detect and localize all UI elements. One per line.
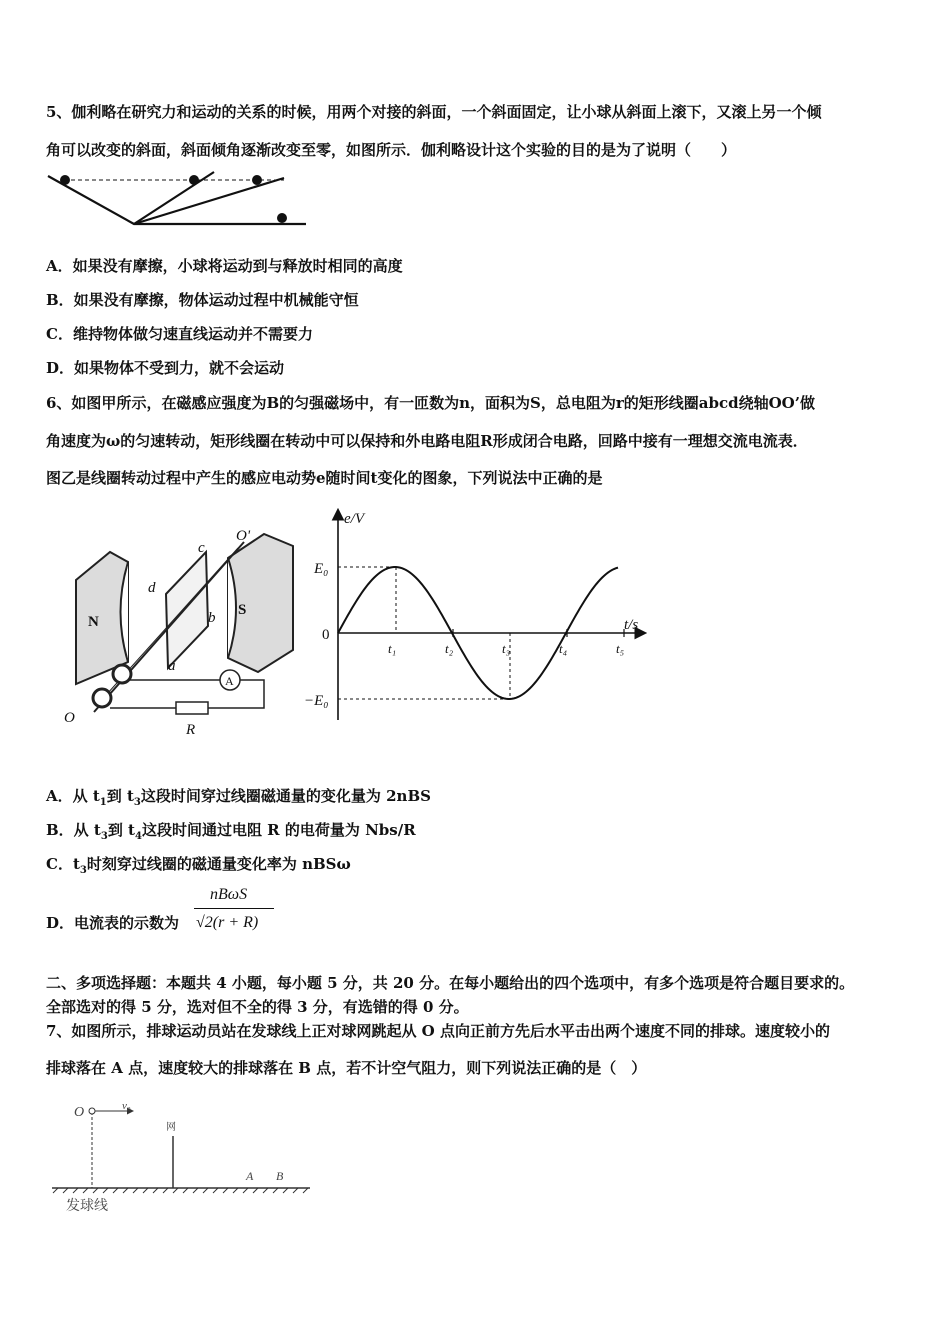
q6-option-a: A．从 $t_1$到 $t_3$这段时间穿过线圈磁通量的变化量为 2nBS bbox=[46, 787, 431, 808]
q6-generator-figure bbox=[58, 522, 308, 742]
q6-label-n: N bbox=[88, 614, 99, 630]
q6-text-line1: 6、如图甲所示，在磁感应强度为B的匀强磁场中，有一匝数为n，面积为S，总电阻为r的矩形线圈abcd绕轴OO’做 bbox=[46, 394, 815, 412]
q7-volleyball-figure bbox=[50, 1094, 320, 1224]
q5-ball-flat bbox=[277, 213, 287, 223]
q7-text-line1: 7、如图所示，排球运动员站在发球线上正对球网跳起从 O 点向正前方先后水平击出两个速度不同的排球。速度较小的 bbox=[46, 1022, 830, 1040]
q5-text-line2: 角可以改变的斜面，斜面倾角逐渐改变至零，如图所示．伽利略设计这个实验的目的是为了说明（ ） bbox=[46, 141, 737, 159]
q6-graph-tick-t2: t₂ bbox=[445, 641, 454, 656]
q6-graph-origin: 0 bbox=[322, 627, 330, 643]
q6-graph-neg-e0-label: −E₀ bbox=[304, 693, 329, 709]
q6-option-c: C．$t_3$时刻穿过线圈的磁通量变化率为 nBSω bbox=[46, 855, 351, 876]
q6-label-s: S bbox=[238, 602, 247, 618]
q6-label-d: d bbox=[148, 580, 156, 596]
q6-graph-tick-t3: t₃ bbox=[502, 641, 511, 656]
q6-graph-tick-t5: t₅ bbox=[616, 641, 625, 656]
q6-resistor bbox=[176, 702, 208, 714]
q6-label-c: c bbox=[198, 540, 205, 556]
q6-emf-graph bbox=[300, 505, 660, 735]
q5-option-a: A．如果没有摩擦，小球将运动到与释放时相同的高度 bbox=[46, 257, 403, 275]
q5-steep-incline bbox=[134, 172, 214, 224]
q7-label-net: 网 bbox=[166, 1122, 176, 1133]
q5-text-line1: 5、伽利略在研究力和运动的关系的时候，用两个对接的斜面，一个斜面固定，让小球从斜面上滚下，又滚上另一个倾 bbox=[46, 103, 822, 121]
q7-text-line2: 排球落在 A 点，速度较大的排球落在 B 点，若不计空气阻力，则下列说法正确的是（ ） bbox=[46, 1059, 647, 1077]
q6-fraction-numerator: nBωS bbox=[210, 886, 248, 903]
q5-option-c: C．维持物体做匀速直线运动并不需要力 bbox=[46, 325, 313, 343]
q6-label-a: a bbox=[168, 658, 176, 674]
q6-graph-tick-t4: t₄ bbox=[559, 641, 568, 656]
q6-option-b: B．从 $t_3$到 $t_4$这段时间通过电阻 R 的电荷量为 Nbs/R bbox=[46, 821, 416, 842]
q6-graph-tick-t1: t₁ bbox=[388, 641, 397, 656]
q6-label-b: b bbox=[208, 610, 216, 626]
q7-label-o: O bbox=[74, 1105, 85, 1120]
q7-label-a: A bbox=[246, 1169, 254, 1183]
q7-label-v0: v₀ bbox=[122, 1100, 131, 1112]
q5-ball-shallow bbox=[252, 175, 262, 185]
q5-ball-steep bbox=[189, 175, 199, 185]
section2-heading-line1: 二、多项选择题：本题共 4 小题，每小题 5 分，共 20 分。在每小题给出的四个选项中，有多个选项是符合题目要求的。 bbox=[46, 974, 855, 992]
q5-incline-figure bbox=[44, 168, 314, 230]
q6-fraction-denominator: √2(r + R) bbox=[196, 914, 259, 931]
q5-shallow-incline bbox=[134, 178, 284, 224]
q5-option-b: B．如果没有摩擦，物体运动过程中机械能守恒 bbox=[46, 291, 359, 309]
q6-coil bbox=[166, 552, 208, 668]
q7-point-o bbox=[89, 1108, 95, 1114]
q6-text-line2: 角速度为ω的匀速转动，矩形线圈在转动中可以保持和外电路电阻R形成闭合电路，回路中接有一理想交流电流表． bbox=[46, 432, 808, 450]
q5-option-d: D．如果物体不受到力，就不会运动 bbox=[46, 359, 285, 377]
q7-label-serve-line: 发球线 bbox=[66, 1199, 108, 1214]
q6-slip-ring-2 bbox=[93, 689, 111, 707]
q6-graph-e0-label: E₀ bbox=[314, 561, 329, 577]
q6-option-d: D．电流表的示数为 bbox=[46, 914, 180, 932]
q6-graph-xlabel: t/s bbox=[624, 617, 639, 633]
q6-label-ammeter: A bbox=[225, 674, 234, 688]
section2-heading-line2: 全部选对的得 5 分，选对但不全的得 3 分，有选错的得 0 分。 bbox=[46, 998, 469, 1016]
q6-label-r: R bbox=[186, 722, 196, 738]
q7-label-b: B bbox=[276, 1169, 284, 1183]
q6-graph-ylabel: e/V bbox=[344, 511, 364, 527]
q6-label-o-top: O' bbox=[236, 528, 251, 544]
q6-text-line3: 图乙是线圈转动过程中产生的感应电动势e随时间t变化的图象，下列说法中正确的是 bbox=[46, 469, 603, 487]
q5-ball-start bbox=[60, 175, 70, 185]
q6-label-o-bottom: O bbox=[64, 710, 75, 726]
